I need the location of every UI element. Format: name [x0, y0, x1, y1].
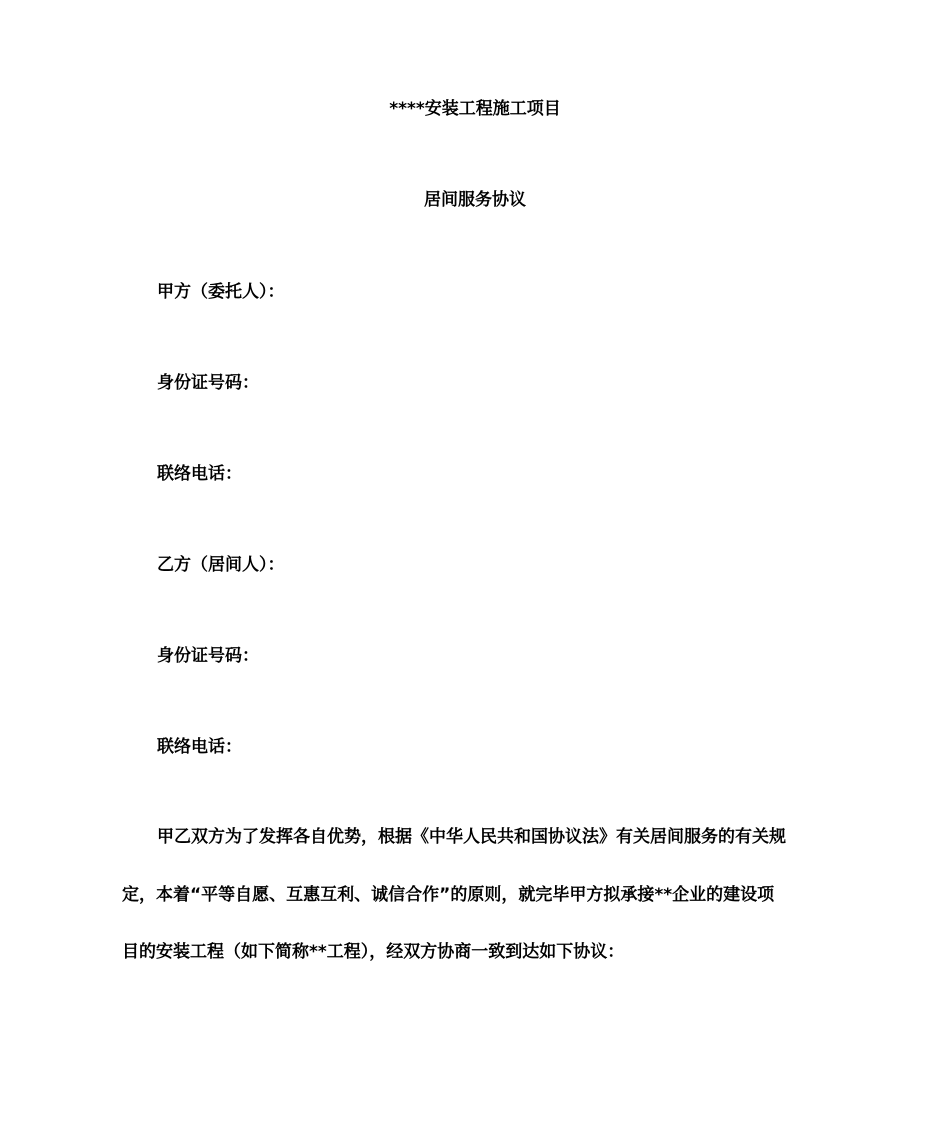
- body-paragraph-line: 定，本着“平等自愿、互惠互利、诚信合作”的原则，就完毕甲方拟承接**企业的建设项: [122, 885, 775, 905]
- party-a-phone-label: 联络电话：: [157, 464, 242, 484]
- party-a-id-number-label: 身份证号码：: [157, 373, 259, 393]
- document-subtitle: 居间服务协议: [424, 190, 526, 210]
- body-paragraph-line: 目的安装工程（如下简称**工程），经双方协商一致到达如下协议：: [122, 942, 625, 962]
- party-b-id-number-label: 身份证号码：: [157, 646, 259, 666]
- document-title: ****安装工程施工项目: [389, 99, 561, 119]
- party-b-label: 乙方（居间人）：: [157, 555, 285, 575]
- body-paragraph-line: 甲乙双方为了发挥各自优势，根据《中华人民共和国协议法》有关居间服务的有关规: [157, 827, 786, 847]
- party-a-label: 甲方（委托人）：: [157, 282, 285, 302]
- party-b-phone-label: 联络电话：: [157, 737, 242, 757]
